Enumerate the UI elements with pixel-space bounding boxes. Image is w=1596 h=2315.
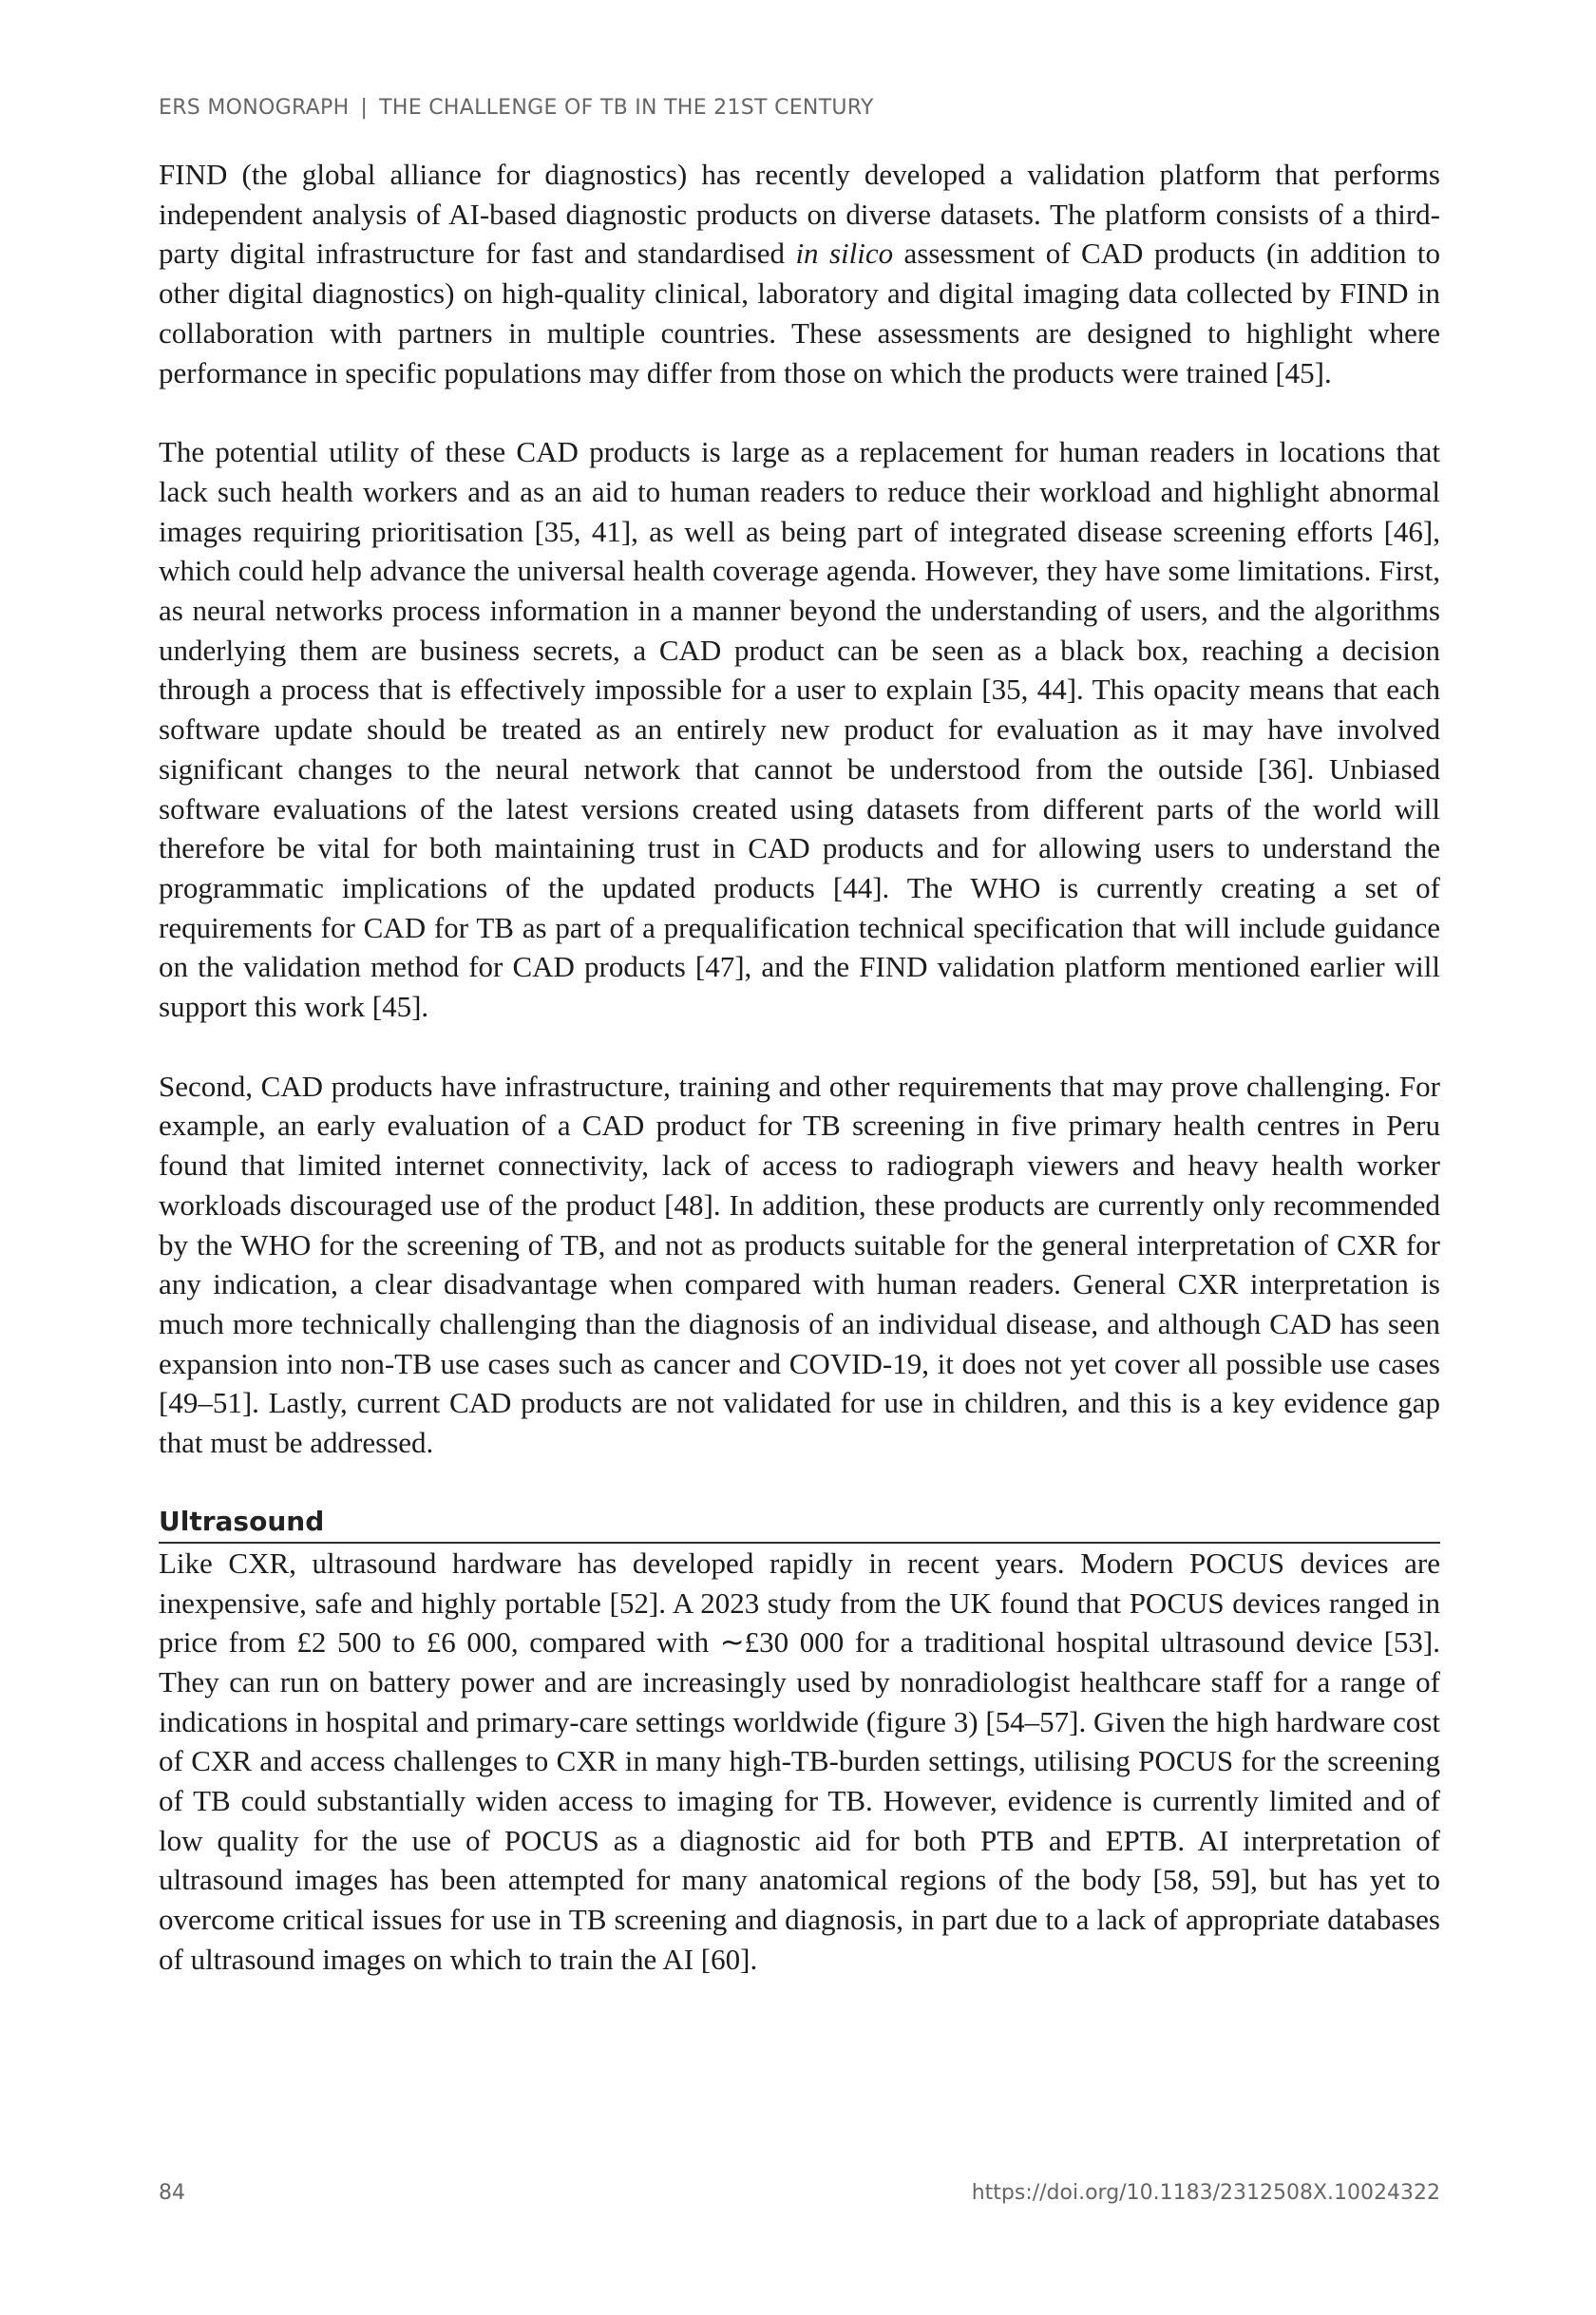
- page-number: 84: [159, 2181, 185, 2205]
- paragraph-text: assessment of CAD products (in addition to other digital diagnostics) on high-quality clinical, laboratory and digital imaging data collected by FIND in collaboration with partners in multiple countries. These assessments are designed to highlight where performance in specific populations may differ from those on which the products were trained [45].: [159, 237, 1441, 389]
- section-heading-ultrasound: Ultrasound: [159, 1503, 1440, 1544]
- monograph-title: THE CHALLENGE OF TB IN THE 21ST CENTURY: [379, 96, 874, 120]
- header-separator: |: [360, 96, 369, 120]
- paragraph-text: FIND (the global alliance for diagnostics) has recently developed a validation platform that performs independent analysis of AI-based diagnostic products on diverse datasets. The platform consists of a third-party digital infrastructure for fast and standardised: [159, 158, 1440, 271]
- article-body: [159, 155, 1440, 1980]
- paragraph-find-platform: [159, 155, 1440, 392]
- italic-term: in silico: [795, 237, 894, 271]
- journal-name: ERS MONOGRAPH: [159, 96, 350, 120]
- doi-link[interactable]: https://doi.org/10.1183/2312508X.10024322: [971, 2181, 1440, 2205]
- running-header: [159, 96, 874, 120]
- paragraph-ultrasound: Like CXR, ultrasound hardware has developed rapidly in recent years. Modern POCUS devices are inexpensive, safe and highly portable [52]. A 2023 study from the UK found that POCUS devices ranged in price from £2 500 to £6 000, compared with ∼£30 000 for a traditional hospital ultrasound device [53]. They can run on battery power and are increasingly used by nonradiologist healthcare staff for a range of indications in hospital and primary-care settings worldwide (figure 3) [54–57]. Given the high hardware cost of CXR and access challenges to CXR in many high-TB-burden settings, utilising POCUS for the screening of TB could substantially widen access to imaging for TB. However, evidence is currently limited and of low quality for the use of POCUS as a diagnostic aid for both PTB and EPTB. AI interpretation of ultrasound images has been attempted for many anatomical regions of the body [58, 59], but has yet to overcome critical issues for use in TB screening and diagnosis, in part due to a lack of appropriate databases of ultrasound images on which to train the AI [60].: [159, 1546, 1440, 1976]
- paragraph-cad-requirements: Second, CAD products have infrastructure, training and other requirements that may prove challenging. For example, an early evaluation of a CAD product for TB screening in five primary health centres in Peru found that limited internet connectivity, lack of access to radiograph viewers and heavy health worker workloads discouraged use of the product [48]. In addition, these products are currently only recommended by the WHO for the screening of TB, and not as products suitable for the general interpretation of CXR for any indication, a clear disadvantage when compared with human readers. General CXR interpretation is much more technically challenging than the diagnosis of an individual disease, and although CAD has seen expansion into non-TB use cases such as cancer and COVID-19, it does not yet cover all possible use cases [49–51]. Lastly, current CAD products are not validated for use in children, and this is a key evidence gap that must be addressed.: [159, 1069, 1440, 1460]
- paragraph-cad-utility: The potential utility of these CAD products is large as a replacement for human readers in locations that lack such health workers and as an aid to human readers to reduce their workload and highlight abnormal images requiring prioritisation [35, 41], as well as being part of integrated disease screening efforts [46], which could help advance the universal health coverage agenda. However, they have some limitations. First, as neural networks process information in a manner beyond the understanding of users, and the algorithms underlying them are business secrets, a CAD product can be seen as a black box, reaching a decision through a process that is effectively impossible for a user to explain [35, 44]. This opacity means that each software update should be treated as an entirely new product for evaluation as it may have involved significant changes to the neural network that cannot be understood from the outside [36]. Unbiased software evaluations of the latest versions created using datasets from different parts of the world will therefore be vital for both maintaining trust in CAD products and for allowing users to understand the programmatic implications of the updated products [44]. The WHO is currently creating a set of requirements for CAD for TB as part of a prequalification technical specification that will include guidance on the validation method for CAD products [47], and the FIND validation platform mentioned earlier will support this work [45].: [159, 435, 1440, 1024]
